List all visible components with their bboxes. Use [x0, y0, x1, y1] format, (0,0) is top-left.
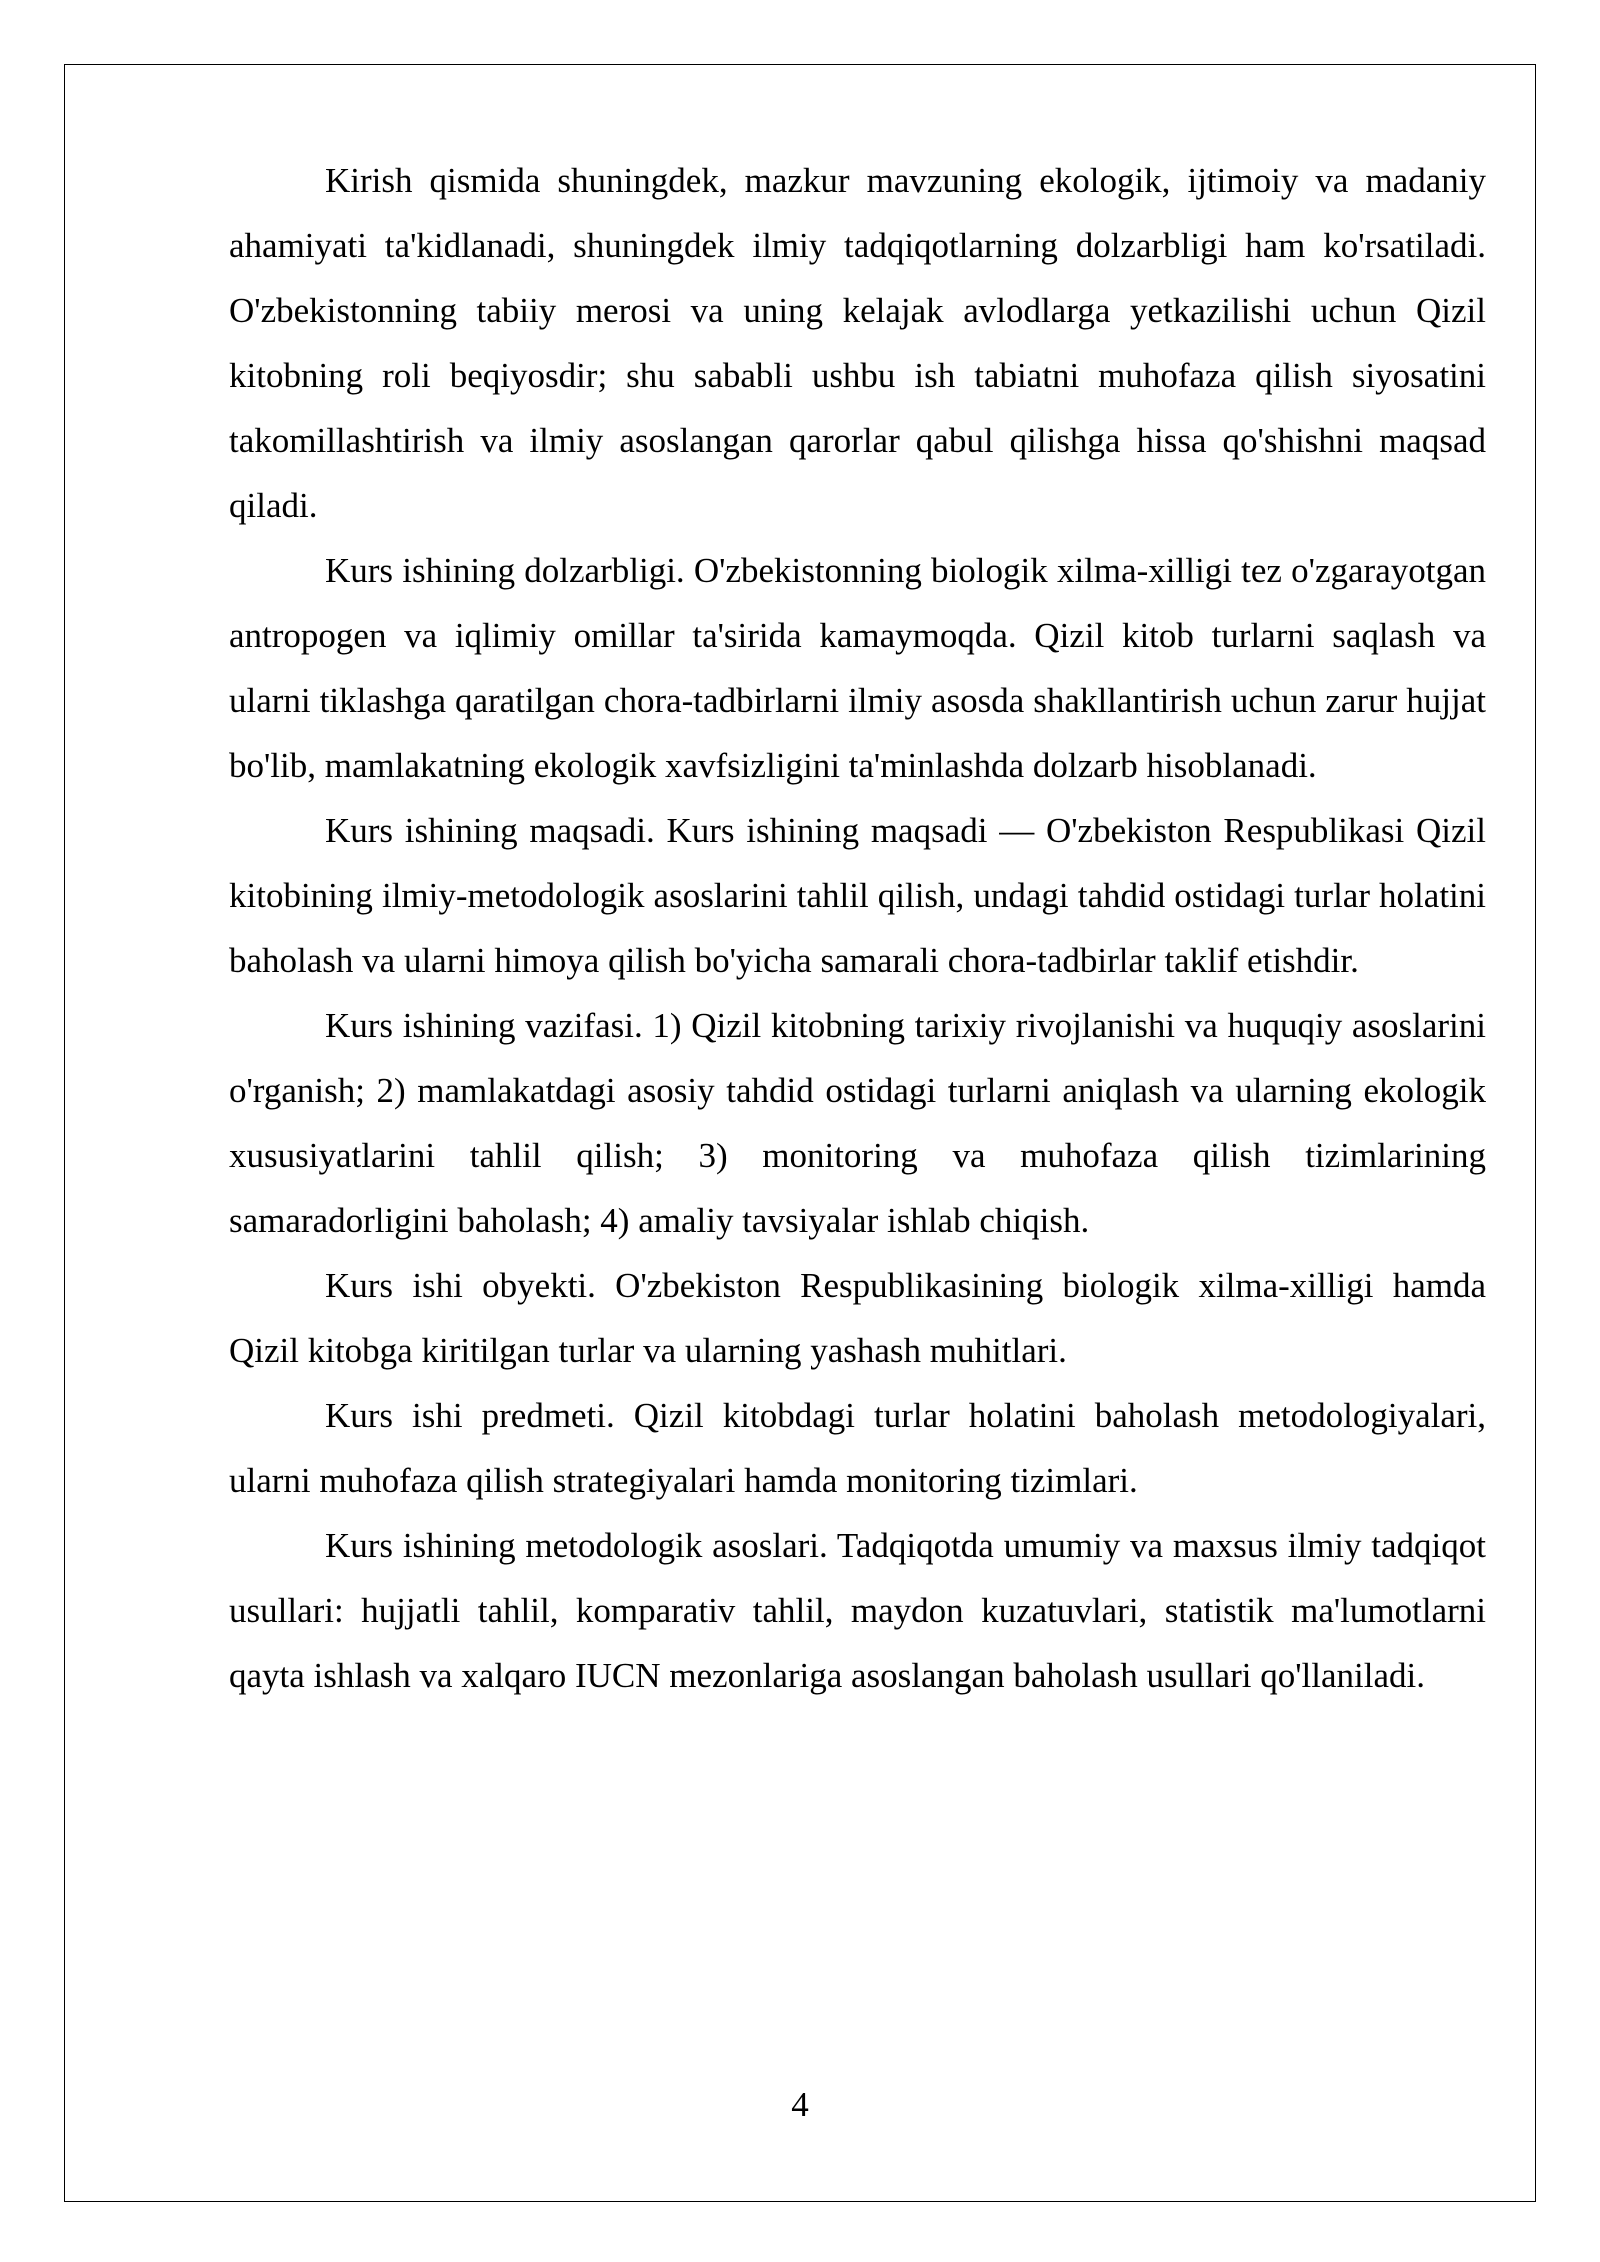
- paragraph-relevance: Kurs ishining dolzarbligi. O'zbekistonning biologik xilma-xilligi tez o'zgarayotgan antropogen va iqlimiy omillar ta'sirida kamaymoqda. Qizil kitob turlarni saqlash va ularni tiklashga qaratilgan chora-tadbirlarni ilmiy asosda shakllantirish uchun zarur hujjat bo'lib, mamlakatning ekologik xavfsizligini ta'minlashda dolzarb hisoblanadi.: [229, 551, 1486, 785]
- paragraph-subject: Kurs ishi predmeti. Qizil kitobdagi turlar holatini baholash metodologiyalari, ularni muhofaza qilish strategiyalari hamda monitoring tizimlari.: [229, 1396, 1486, 1500]
- paragraph-tasks: Kurs ishining vazifasi. 1) Qizil kitobning tarixiy rivojlanishi va huquqiy asoslarini o'rganish; 2) mamlakatdagi asosiy tahdid ostidagi turlarni aniqlash va ularning ekologik xususiyatlarini tahlil qilish; 3) monitoring va muhofaza qilish tizimlarining samaradorligini baholash; 4) amaliy tavsiyalar ishlab chiqish.: [229, 1006, 1486, 1240]
- paragraph-introduction: Kirish qismida shuningdek, mazkur mavzuning ekologik, ijtimoiy va madaniy ahamiyati ta'kidlanadi, shuningdek ilmiy tadqiqotlarning dolzarbligi ham ko'rsatiladi. O'zbekistonning tabiiy merosi va uning kelajak avlodlarga yetkazilishi uchun Qizil kitobning roli beqiyosdir; shu sababli ushbu ish tabiatni muhofaza qilish siyosatini takomillashtirish va ilmiy asoslangan qarorlar qabul qilishga hissa qo'shishni maqsad qiladi.: [229, 161, 1486, 525]
- paragraph-methodology: Kurs ishining metodologik asoslari. Tadqiqotda umumiy va maxsus ilmiy tadqiqot usullari: hujjatli tahlil, komparativ tahlil, maydon kuzatuvlari, statistik ma'lumotlarni qayta ishlash va xalqaro IUCN mezonlariga asoslangan baholash usullari qo'llaniladi.: [229, 1526, 1486, 1695]
- page-number: 4: [791, 2085, 809, 2124]
- paragraph-goal: Kurs ishining maqsadi. Kurs ishining maqsadi — O'zbekiston Respublikasi Qizil kitobining ilmiy-metodologik asoslarini tahlil qilish, undagi tahdid ostidagi turlar holatini baholash va ularni himoya qilish bo'yicha samarali chora-tadbirlar taklif etishdir.: [229, 811, 1486, 980]
- paragraph-object: Kurs ishi obyekti. O'zbekiston Respublikasining biologik xilma-xilligi hamda Qizil kitobga kiritilgan turlar va ularning yashash muhitlari.: [229, 1266, 1486, 1370]
- document-body: [229, 148, 1486, 1708]
